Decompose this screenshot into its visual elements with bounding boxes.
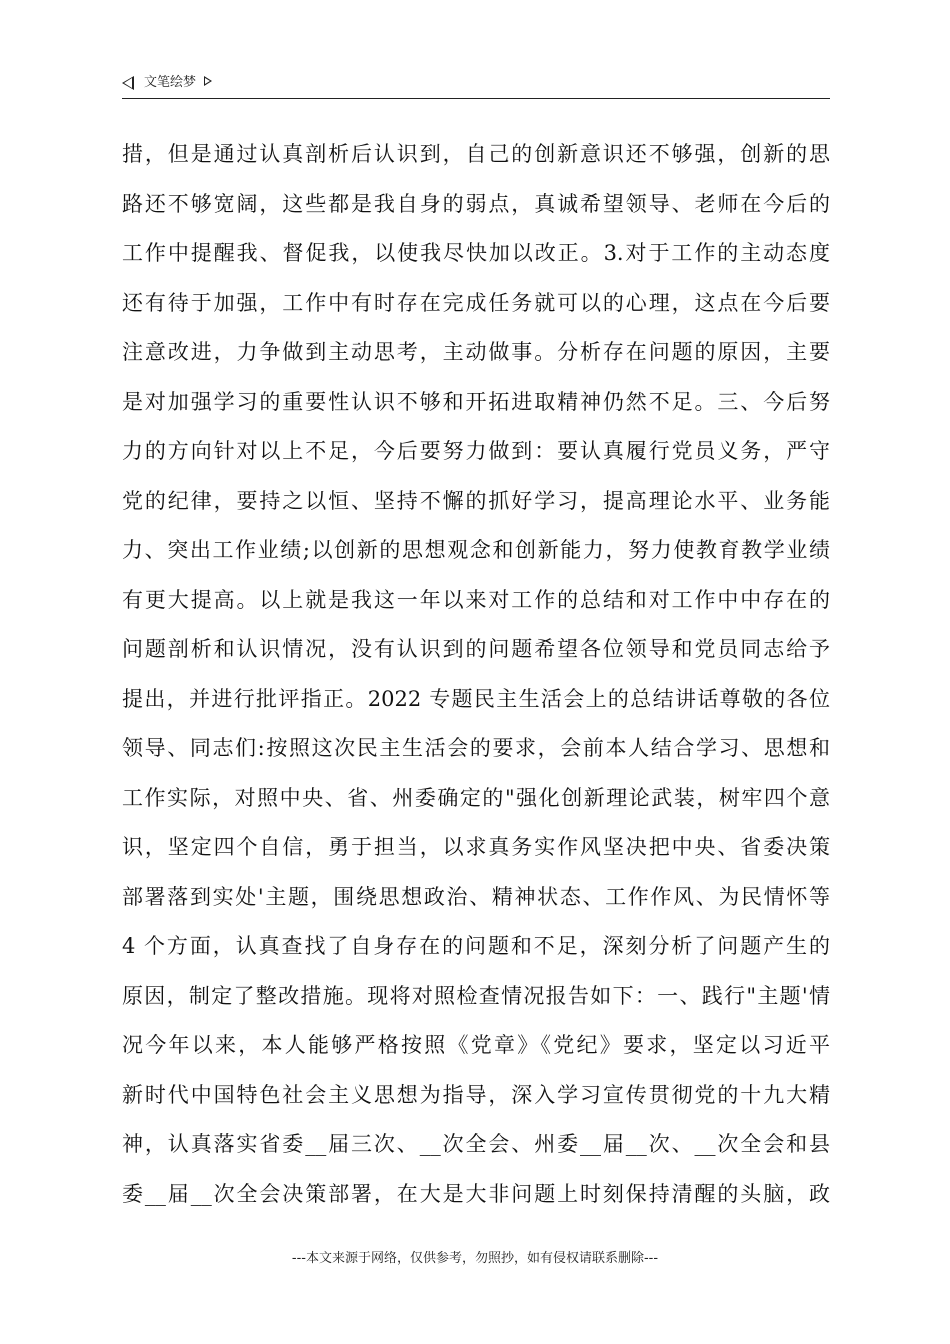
text-line: 部署落到实处'主题，围绕思想政治、精神状态、工作作风、为民情怀等 <box>122 884 830 909</box>
text-line: 4 个方面，认真查找了自身存在的问题和不足，深刻分析了问题产生的 <box>122 934 830 958</box>
text-line: 党的纪律，要持之以恒、坚持不懈的抓好学习，提高理论水平、业务能 <box>122 488 830 513</box>
triangle-right-icon <box>204 76 212 86</box>
text-line: 原因，制定了整改措施。现将对照检查情况报告如下：一、践行"主题'情 <box>122 983 830 1008</box>
header-brand: 文笔绘梦 <box>144 75 197 90</box>
document-body <box>122 130 830 1219</box>
page-header <box>122 74 830 99</box>
text-line: 有更大提高。以上就是我这一年以来对工作的总结和对工作中中存在的 <box>122 587 830 612</box>
text-line: 提出，并进行批评指正。2022 专题民主生活会上的总结讲话尊敬的各位 <box>122 686 830 711</box>
page-footer: ---本文来源于网络，仅供参考，勿照抄，如有侵权请联系删除--- <box>291 1251 659 1266</box>
text-line: 力、突出工作业绩;以创新的思想观念和创新能力，努力使教育教学业绩 <box>122 538 830 562</box>
text-line: 领导、同志们:按照这次民主生活会的要求，会前本人结合学习、思想和 <box>122 736 830 760</box>
text-line: 措，但是通过认真剖析后认识到，自己的创新意识还不够强，创新的思 <box>122 142 830 166</box>
triangle-left-icon <box>122 76 134 90</box>
text-line: 识，坚定四个自信，勇于担当，以求真务实作风坚决把中央、省委决策 <box>122 835 830 859</box>
text-line: 神，认真落实省委__届三次、__次全会、州委__届__次、__次全会和县 <box>122 1132 830 1156</box>
text-line: 还有待于加强，工作中有时存在完成任务就可以的心理，这点在今后要 <box>122 290 830 315</box>
text-line: 新时代中国特色社会主义思想为指导，深入学习宣传贯彻党的十九大精 <box>122 1082 830 1107</box>
text-line: 委__届__次全会决策部署，在大是大非问题上时刻保持清醒的头脑，政 <box>122 1181 830 1206</box>
text-line: 路还不够宽阔，这些都是我自身的弱点，真诚希望领导、老师在今后的 <box>122 191 830 216</box>
text-line: 是对加强学习的重要性认识不够和开拓进取精神仍然不足。三、今后努 <box>122 389 830 414</box>
text-line: 况今年以来，本人能够严格按照《党章》《党纪》要求，坚定以习近平 <box>122 1033 830 1057</box>
text-line: 注意改进，力争做到主动思考，主动做事。分析存在问题的原因，主要 <box>122 340 830 364</box>
text-line: 工作实际，对照中央、省、州委确定的"强化创新理论武装，树牢四个意 <box>122 785 830 810</box>
text-line: 问题剖析和认识情况，没有认识到的问题希望各位领导和党员同志给予 <box>122 637 830 661</box>
text-line: 工作中提醒我、督促我，以使我尽快加以改正。3.对于工作的主动态度 <box>122 241 830 265</box>
text-line: 力的方向针对以上不足，今后要努力做到：要认真履行党员义务，严守 <box>122 439 830 463</box>
